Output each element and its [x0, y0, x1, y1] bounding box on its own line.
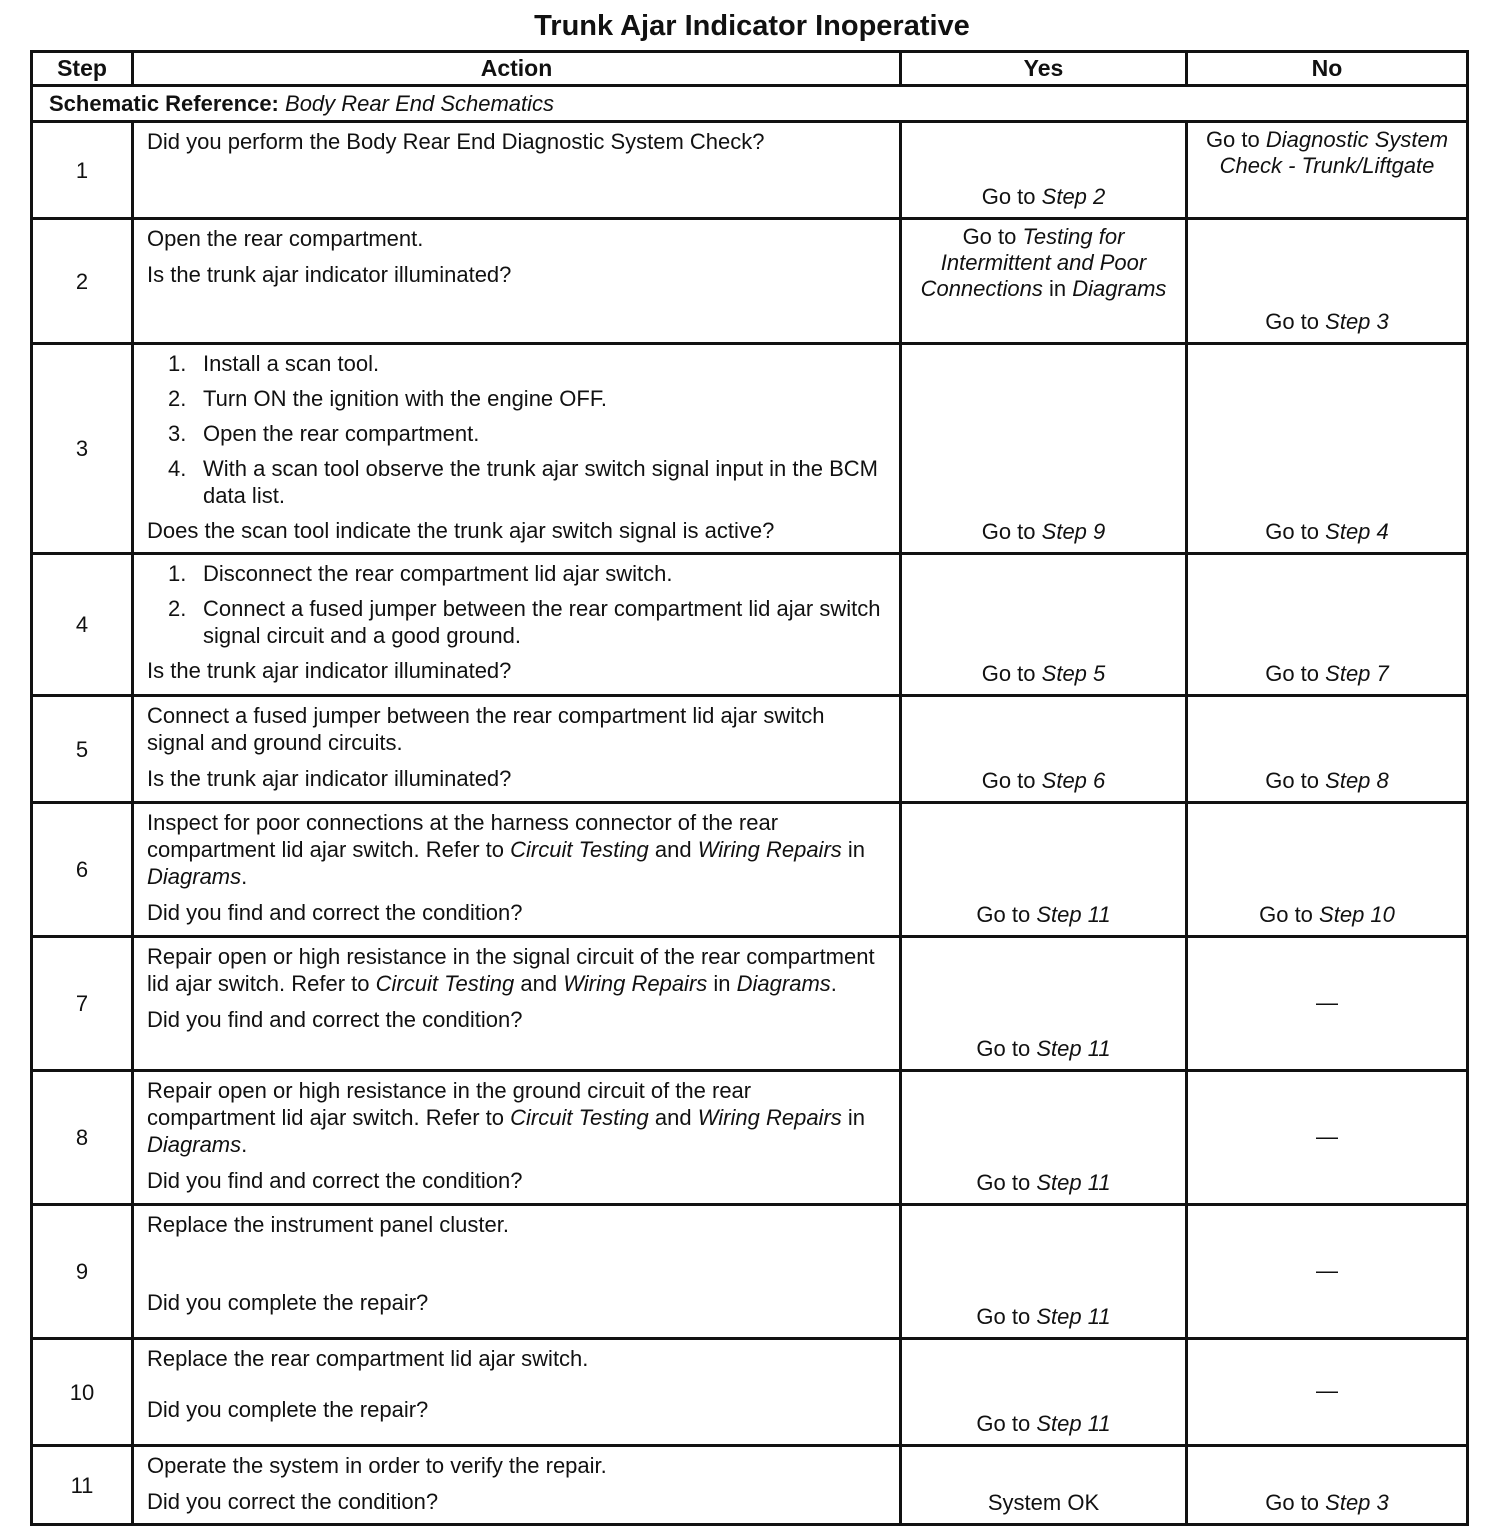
step-number: 2 [32, 219, 133, 344]
list-item: 2. Connect a fused jumper between the rear compartment lid ajar switch signal circuit and a good ground. [168, 596, 881, 648]
step-link[interactable]: Step 9 [1041, 519, 1106, 544]
no-cell [1187, 937, 1468, 1071]
yes-cell: Go to Step 11 [901, 1339, 1187, 1446]
action-question: Did you find and correct the condition? [147, 1007, 523, 1032]
dash-mark: — [1316, 989, 1338, 1015]
step-link[interactable]: Step 7 [1325, 661, 1389, 686]
list-item: 2. Turn ON the ignition with the engine OFF. [168, 386, 607, 411]
step-link[interactable]: Step 8 [1325, 768, 1389, 793]
action-text: Open the rear compartment. [147, 226, 424, 251]
yes-cell: Go to Step 11 [901, 1071, 1187, 1205]
step-link[interactable]: Step 11 [1036, 1036, 1111, 1061]
yes-cell: Go to Step 11 [901, 803, 1187, 937]
dash-mark: — [1316, 1123, 1338, 1149]
yes-cell: Go to Step 11 [901, 1205, 1187, 1339]
step-link[interactable]: Step 6 [1041, 768, 1106, 793]
diagnostic-table [30, 50, 1469, 1526]
yes-cell: Go to Step 6 [901, 696, 1187, 803]
step-link[interactable]: Step 3 [1325, 309, 1389, 334]
step-link[interactable]: Step 3 [1325, 1490, 1389, 1515]
action-question: Is the trunk ajar indicator illuminated? [147, 658, 512, 683]
wiring-repairs-link[interactable]: Wiring Repairs [697, 837, 842, 862]
no-cell [1187, 1339, 1468, 1446]
circuit-testing-link[interactable]: Circuit Testing [375, 971, 515, 996]
no-cell [1187, 1205, 1468, 1339]
schematic-label: Schematic Reference: [49, 91, 279, 116]
no-cell: Go to Step 10 [1187, 803, 1468, 937]
header-no: No [1187, 52, 1468, 86]
action-question: Did you find and correct the condition? [147, 900, 523, 925]
step-number: 3 [32, 344, 133, 554]
schematic-reference [32, 86, 1468, 122]
action-cell [133, 554, 901, 696]
schematic-link[interactable]: Body Rear End Schematics [285, 91, 555, 116]
step-link[interactable]: Step 11 [1036, 902, 1111, 927]
diagrams-link[interactable]: Diagrams [147, 1132, 242, 1157]
substep-list [147, 350, 885, 509]
yes-cell: Go to Testing for Intermittent and Poor Connections in Diagrams [901, 219, 1187, 344]
table-row [32, 1446, 1468, 1525]
action-question: Is the trunk ajar indicator illuminated? [147, 766, 512, 791]
circuit-testing-link[interactable]: Circuit Testing [510, 837, 649, 862]
action-text: Replace the instrument panel cluster. [147, 1212, 509, 1237]
header-action: Action [133, 52, 901, 86]
table-row [32, 937, 1468, 1071]
system-ok-text: System OK [987, 1490, 1100, 1515]
step-number: 6 [32, 803, 133, 937]
step-link[interactable]: Step 2 [1041, 184, 1106, 209]
action-cell [133, 1205, 901, 1339]
yes-cell: Go to Step 9 [901, 344, 1187, 554]
table-row [32, 1205, 1468, 1339]
action-text: Did you perform the Body Rear End Diagnostic System Check? [147, 129, 765, 154]
action-text: Replace the rear compartment lid ajar switch. [147, 1346, 589, 1371]
action-cell [133, 1446, 901, 1525]
no-cell: Go to Step 8 [1187, 696, 1468, 803]
action-text: Connect a fused jumper between the rear compartment lid ajar switch signal and ground circuits. [147, 703, 825, 755]
yes-cell: Go to Step 2 [901, 122, 1187, 219]
header-step: Step [32, 52, 133, 86]
step-number: 10 [32, 1339, 133, 1446]
table-row [32, 1071, 1468, 1205]
step-link[interactable]: Step 11 [1036, 1170, 1111, 1195]
action-question: Is the trunk ajar indicator illuminated? [147, 262, 512, 287]
step-link[interactable]: Step 5 [1041, 661, 1106, 686]
no-cell: Go to Step 3 [1187, 219, 1468, 344]
step-number: 9 [32, 1205, 133, 1339]
header-yes: Yes [901, 52, 1187, 86]
step-number: 4 [32, 554, 133, 696]
testing-intermittent-link[interactable]: Testing for Intermittent and Poor Connections [920, 224, 1147, 301]
diagrams-link[interactable]: Diagrams [147, 864, 242, 889]
action-question: Did you find and correct the condition? [147, 1168, 523, 1193]
step-link[interactable]: Step 4 [1325, 519, 1389, 544]
step-link[interactable]: Step 10 [1319, 902, 1395, 927]
action-text: Repair open or high resistance in the signal circuit of the rear compartment lid ajar switch. Refer to Circuit Testing and Wiring Repairs in Diagrams. [147, 944, 875, 996]
action-cell [133, 219, 901, 344]
step-link[interactable]: Step 11 [1036, 1411, 1111, 1436]
list-item: 3. Open the rear compartment. [168, 421, 480, 446]
action-question: Does the scan tool indicate the trunk ajar switch signal is active? [147, 518, 775, 543]
page-title: Trunk Ajar Indicator Inoperative [534, 10, 970, 42]
action-question: Did you complete the repair? [147, 1290, 429, 1315]
table-row [32, 803, 1468, 937]
diagnostic-system-check-link[interactable]: Diagnostic System Check - Trunk/Liftgate [1219, 127, 1449, 178]
dash-mark: — [1316, 1257, 1338, 1283]
yes-cell: Go to Step 11 [901, 937, 1187, 1071]
no-cell [1187, 1071, 1468, 1205]
step-link[interactable]: Step 11 [1036, 1304, 1111, 1329]
substep-list [147, 560, 885, 649]
action-text: Repair open or high resistance in the ground circuit of the rear compartment lid ajar switch. Refer to Circuit Testing and Wiring Repairs in Diagrams. [147, 1078, 866, 1157]
action-question: Did you complete the repair? [147, 1397, 429, 1422]
action-question: Did you correct the condition? [147, 1489, 439, 1514]
table-row [32, 1339, 1468, 1446]
no-cell: Go to Step 4 [1187, 344, 1468, 554]
action-text: Inspect for poor connections at the harness connector of the rear compartment lid ajar switch. Refer to Circuit Testing and Wiring Repairs in Diagrams. [147, 810, 866, 889]
yes-cell [901, 1446, 1187, 1525]
step-number: 5 [32, 696, 133, 803]
schematic-row [32, 86, 1468, 122]
no-cell: Go to Step 3 [1187, 1446, 1468, 1525]
no-cell: Go to Step 7 [1187, 554, 1468, 696]
table-row [32, 219, 1468, 344]
table-row [32, 122, 1468, 219]
table-row [32, 554, 1468, 696]
action-cell [133, 1339, 901, 1446]
header-row [32, 52, 1468, 86]
action-cell [133, 803, 901, 937]
action-cell [133, 344, 901, 554]
table-row [32, 344, 1468, 554]
action-cell [133, 937, 901, 1071]
step-number: 11 [32, 1446, 133, 1525]
wiring-repairs-link[interactable]: Wiring Repairs [563, 971, 708, 996]
step-number: 1 [32, 122, 133, 219]
list-item: 1. Disconnect the rear compartment lid ajar switch. [168, 561, 673, 586]
table-row [32, 696, 1468, 803]
yes-cell: Go to Step 5 [901, 554, 1187, 696]
no-cell: Go to Diagnostic System Check - Trunk/Liftgate [1187, 122, 1468, 219]
circuit-testing-link[interactable]: Circuit Testing [510, 1105, 649, 1130]
diagrams-link[interactable]: Diagrams [736, 971, 831, 996]
wiring-repairs-link[interactable]: Wiring Repairs [697, 1105, 842, 1130]
list-item: 1. Install a scan tool. [168, 351, 380, 376]
action-cell [133, 122, 901, 219]
action-cell [133, 696, 901, 803]
step-number: 8 [32, 1071, 133, 1205]
action-cell [133, 1071, 901, 1205]
dash-mark: — [1316, 1378, 1338, 1403]
step-number: 7 [32, 937, 133, 1071]
diagrams-link[interactable]: Diagrams [1072, 276, 1167, 301]
action-text: Operate the system in order to verify the repair. [147, 1453, 607, 1478]
list-item: 4. With a scan tool observe the trunk ajar switch signal input in the BCM data list. [168, 456, 878, 508]
